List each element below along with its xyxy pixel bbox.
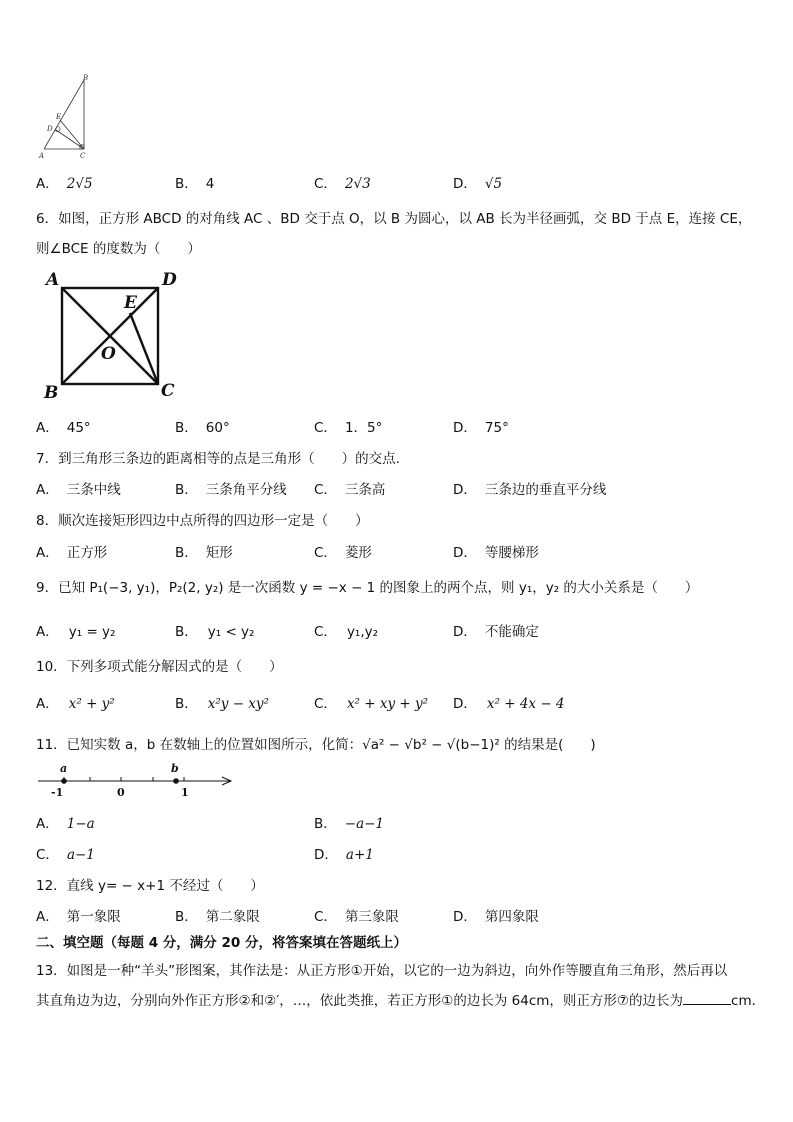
square-figure: [40, 266, 190, 406]
axis-label-a: a: [60, 762, 68, 775]
label-D: D: [47, 125, 53, 133]
q8-stem: 8．顺次连接矩形四边中点所得的四边形一定是（ ）: [36, 513, 369, 529]
q7-option-b[interactable]: B． 三条角平分线: [175, 482, 287, 498]
q9-option-a[interactable]: A． y₁ = y₂: [36, 624, 116, 640]
q13-unit: cm．: [731, 993, 766, 1009]
q12-option-d[interactable]: D． 第四象限: [453, 909, 539, 925]
sq-label-O: O: [101, 344, 116, 364]
q6-stem-line2: 则∠BCE 的度数为（ ）: [36, 241, 201, 257]
q10-option-a[interactable]: A． x² + y²: [36, 696, 115, 712]
q9-stem: 9．已知 P₁(−3, y₁)，P₂(2, y₂) 是一次函数 y = −x − 1 的图象上的两个点，则 y₁，y₂ 的大小关系是（ ）: [36, 580, 699, 596]
q12-stem: 12．直线 y= − x+1 不经过（ ）: [36, 878, 264, 894]
label-O: O: [55, 126, 61, 134]
q9-option-c[interactable]: C． y₁,y₂: [314, 624, 379, 640]
q6-option-d[interactable]: D． 75°: [453, 420, 509, 436]
q8-option-b[interactable]: B． 矩形: [175, 545, 233, 561]
q10-option-b[interactable]: B． x²y − xy²: [175, 696, 269, 712]
point-a: [61, 778, 67, 784]
q10-option-c[interactable]: C． x² + xy + y²: [314, 696, 429, 712]
tick-0: 0: [117, 786, 125, 799]
q12-option-a[interactable]: A． 第一象限: [36, 909, 121, 925]
q5-option-c[interactable]: C． 2√3: [314, 176, 371, 192]
q13-line2: [36, 989, 765, 1009]
q7-option-a[interactable]: A． 三条中线: [36, 482, 121, 498]
q10-option-d[interactable]: D． x² + 4x − 4: [453, 696, 565, 712]
q5-option-b[interactable]: B． 4: [175, 176, 215, 192]
q6-option-c[interactable]: C． 1．5°: [314, 420, 383, 436]
tick-1: 1: [181, 786, 189, 799]
q8-option-c[interactable]: C． 菱形: [314, 545, 372, 561]
q7-option-d[interactable]: D． 三条边的垂直平分线: [453, 482, 607, 498]
q11-stem: 11．已知实数 a，b 在数轴上的位置如图所示，化简：√a² − √b² − √(b−1)² 的结果是( ): [36, 737, 596, 753]
q6-stem-line1: 6．如图，正方形 ABCD 的对角线 AC 、BD 交于点 O，以 B 为圆心，以 AB 长为半径画弧，交 BD 于点 E，连接 CE，: [36, 211, 752, 227]
section-title: 二、填空题（每题 4 分，满分 20 分，将答案填在答题纸上）: [36, 935, 407, 951]
point-b: [173, 778, 179, 784]
q5-option-a[interactable]: A． 2√5: [36, 176, 93, 192]
q13-line2-text: 其直角边为边，分别向外作正方形②和②′，…，依此类推，若正方形①的边长为 64cm，则正方形⑦的边长为: [36, 993, 684, 1009]
q11-option-b[interactable]: B． −a−1: [314, 816, 385, 832]
label-E: E: [56, 113, 62, 121]
q9-option-b[interactable]: B． y₁ < y₂: [175, 624, 255, 640]
q11-option-a[interactable]: A． 1−a: [36, 816, 95, 832]
sq-label-B: B: [44, 383, 59, 403]
sq-label-E: E: [124, 293, 137, 313]
q13-line1: 13．如图是一种“羊头”形图案，其作法是：从正方形①开始，以它的一边为斜边，向外作等腰直角三角形，然后再以: [36, 963, 728, 979]
q6-option-b[interactable]: B． 60°: [175, 420, 230, 436]
tick-neg1: -1: [51, 786, 64, 799]
q12-option-c[interactable]: C． 第三象限: [314, 909, 399, 925]
answer-blank[interactable]: [683, 992, 731, 1005]
label-B: B: [83, 74, 89, 82]
number-line: [36, 758, 236, 800]
q6-option-a[interactable]: A． 45°: [36, 420, 91, 436]
q9-option-d[interactable]: D． 不能确定: [453, 624, 539, 640]
label-C: C: [80, 152, 86, 160]
q7-stem: 7．到三角形三条边的距离相等的点是三角形（ ）的交点.: [36, 451, 400, 467]
axis-label-b: b: [171, 762, 179, 775]
q8-option-a[interactable]: A． 正方形: [36, 545, 108, 561]
q8-option-d[interactable]: D． 等腰梯形: [453, 545, 539, 561]
q11-option-d[interactable]: D． a+1: [314, 847, 374, 863]
q7-option-c[interactable]: C． 三条高: [314, 482, 386, 498]
q11-option-c[interactable]: C． a−1: [36, 847, 95, 863]
q10-stem: 10．下列多项式能分解因式的是（ ）: [36, 659, 283, 675]
sq-label-C: C: [161, 381, 175, 401]
triangle-figure: [34, 74, 94, 160]
q12-option-b[interactable]: B． 第二象限: [175, 909, 260, 925]
q5-option-d[interactable]: D． √5: [453, 176, 503, 192]
label-A: A: [39, 152, 45, 160]
sq-label-A: A: [46, 270, 60, 290]
sq-label-D: D: [162, 270, 177, 290]
